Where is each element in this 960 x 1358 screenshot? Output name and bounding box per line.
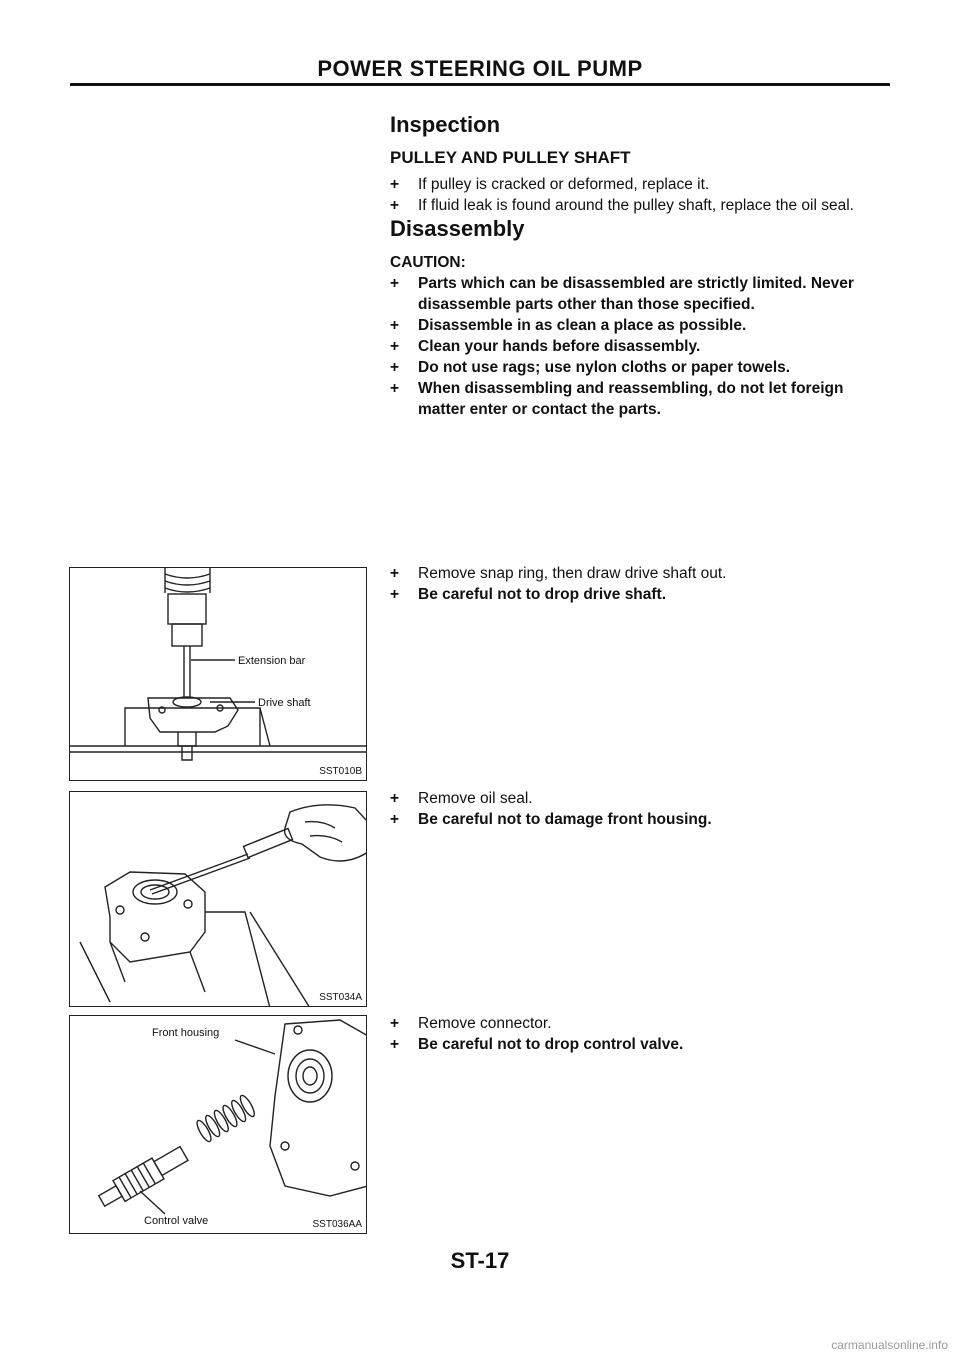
inspection-subheading: PULLEY AND PULLEY SHAFT — [390, 148, 631, 167]
drive-shaft-illustration — [70, 568, 367, 781]
bullet-icon: + — [390, 338, 400, 355]
list-item: + Be careful not to drop control valve. — [390, 1036, 684, 1053]
callout-front-housing: Front housing — [152, 1027, 220, 1039]
oil-seal-illustration — [70, 792, 367, 1007]
step-oil-seal — [390, 788, 890, 830]
list-item: + Be careful not to drop drive shaft. — [390, 586, 667, 603]
bullet-icon: + — [390, 1015, 400, 1032]
bullet-icon: + — [390, 317, 400, 334]
figure-code: SST034A — [319, 992, 362, 1003]
callout-drive-shaft: Drive shaft — [258, 697, 311, 709]
list-item: + Parts which can be disassembled are strictly limited. Never disassemble parts other than those specified. — [390, 275, 854, 313]
list-item: + Remove snap ring, then draw drive shaft out. — [390, 565, 727, 582]
header-rule — [70, 83, 890, 86]
callout-control-valve: Control valve — [144, 1215, 209, 1227]
figure-code: SST036AA — [312, 1219, 362, 1230]
control-valve-illustration — [70, 1016, 367, 1234]
list-item: + Remove connector. — [390, 1015, 552, 1032]
list-item: + Remove oil seal. — [390, 790, 533, 807]
bullet-icon: + — [390, 176, 400, 193]
callout-extension-bar: Extension bar — [238, 655, 306, 667]
caution-label: CAUTION: — [390, 254, 466, 271]
list-item: + If fluid leak is found around the pulley shaft, replace the oil seal. — [390, 197, 854, 214]
bullet-icon: + — [390, 586, 400, 603]
inspection-heading: Inspection — [390, 112, 501, 137]
bullet-icon: + — [390, 380, 400, 397]
inspection-section — [390, 112, 890, 216]
list-item: + Be careful not to damage front housing. — [390, 811, 712, 828]
bullet-icon: + — [390, 197, 400, 214]
figure-drive-shaft — [69, 567, 367, 781]
disassembly-section — [390, 216, 890, 420]
bullet-icon: + — [390, 811, 400, 828]
bullet-icon: + — [390, 790, 400, 807]
bullet-icon: + — [390, 565, 400, 582]
bullet-icon: + — [390, 275, 400, 292]
page-number: ST-17 — [450, 1248, 510, 1273]
step-drive-shaft — [390, 563, 890, 605]
list-item: + Disassemble in as clean a place as possible. — [390, 317, 747, 334]
watermark: carmanualsonline.info — [831, 1338, 948, 1352]
step-control-valve — [390, 1013, 890, 1055]
list-item: + Do not use rags; use nylon cloths or paper towels. — [390, 359, 791, 376]
disassembly-heading: Disassembly — [390, 216, 525, 241]
figure-code: SST010B — [319, 766, 362, 777]
section-title: POWER STEERING OIL PUMP — [317, 56, 643, 81]
bullet-icon: + — [390, 359, 400, 376]
figure-oil-seal — [69, 791, 367, 1007]
bullet-icon: + — [390, 1036, 400, 1053]
list-item: + When disassembling and reassembling, do not let foreign matter enter or contact the parts. — [390, 380, 844, 418]
list-item: + Clean your hands before disassembly. — [390, 338, 701, 355]
figure-control-valve — [69, 1015, 367, 1234]
list-item: + If pulley is cracked or deformed, replace it. — [390, 176, 710, 193]
